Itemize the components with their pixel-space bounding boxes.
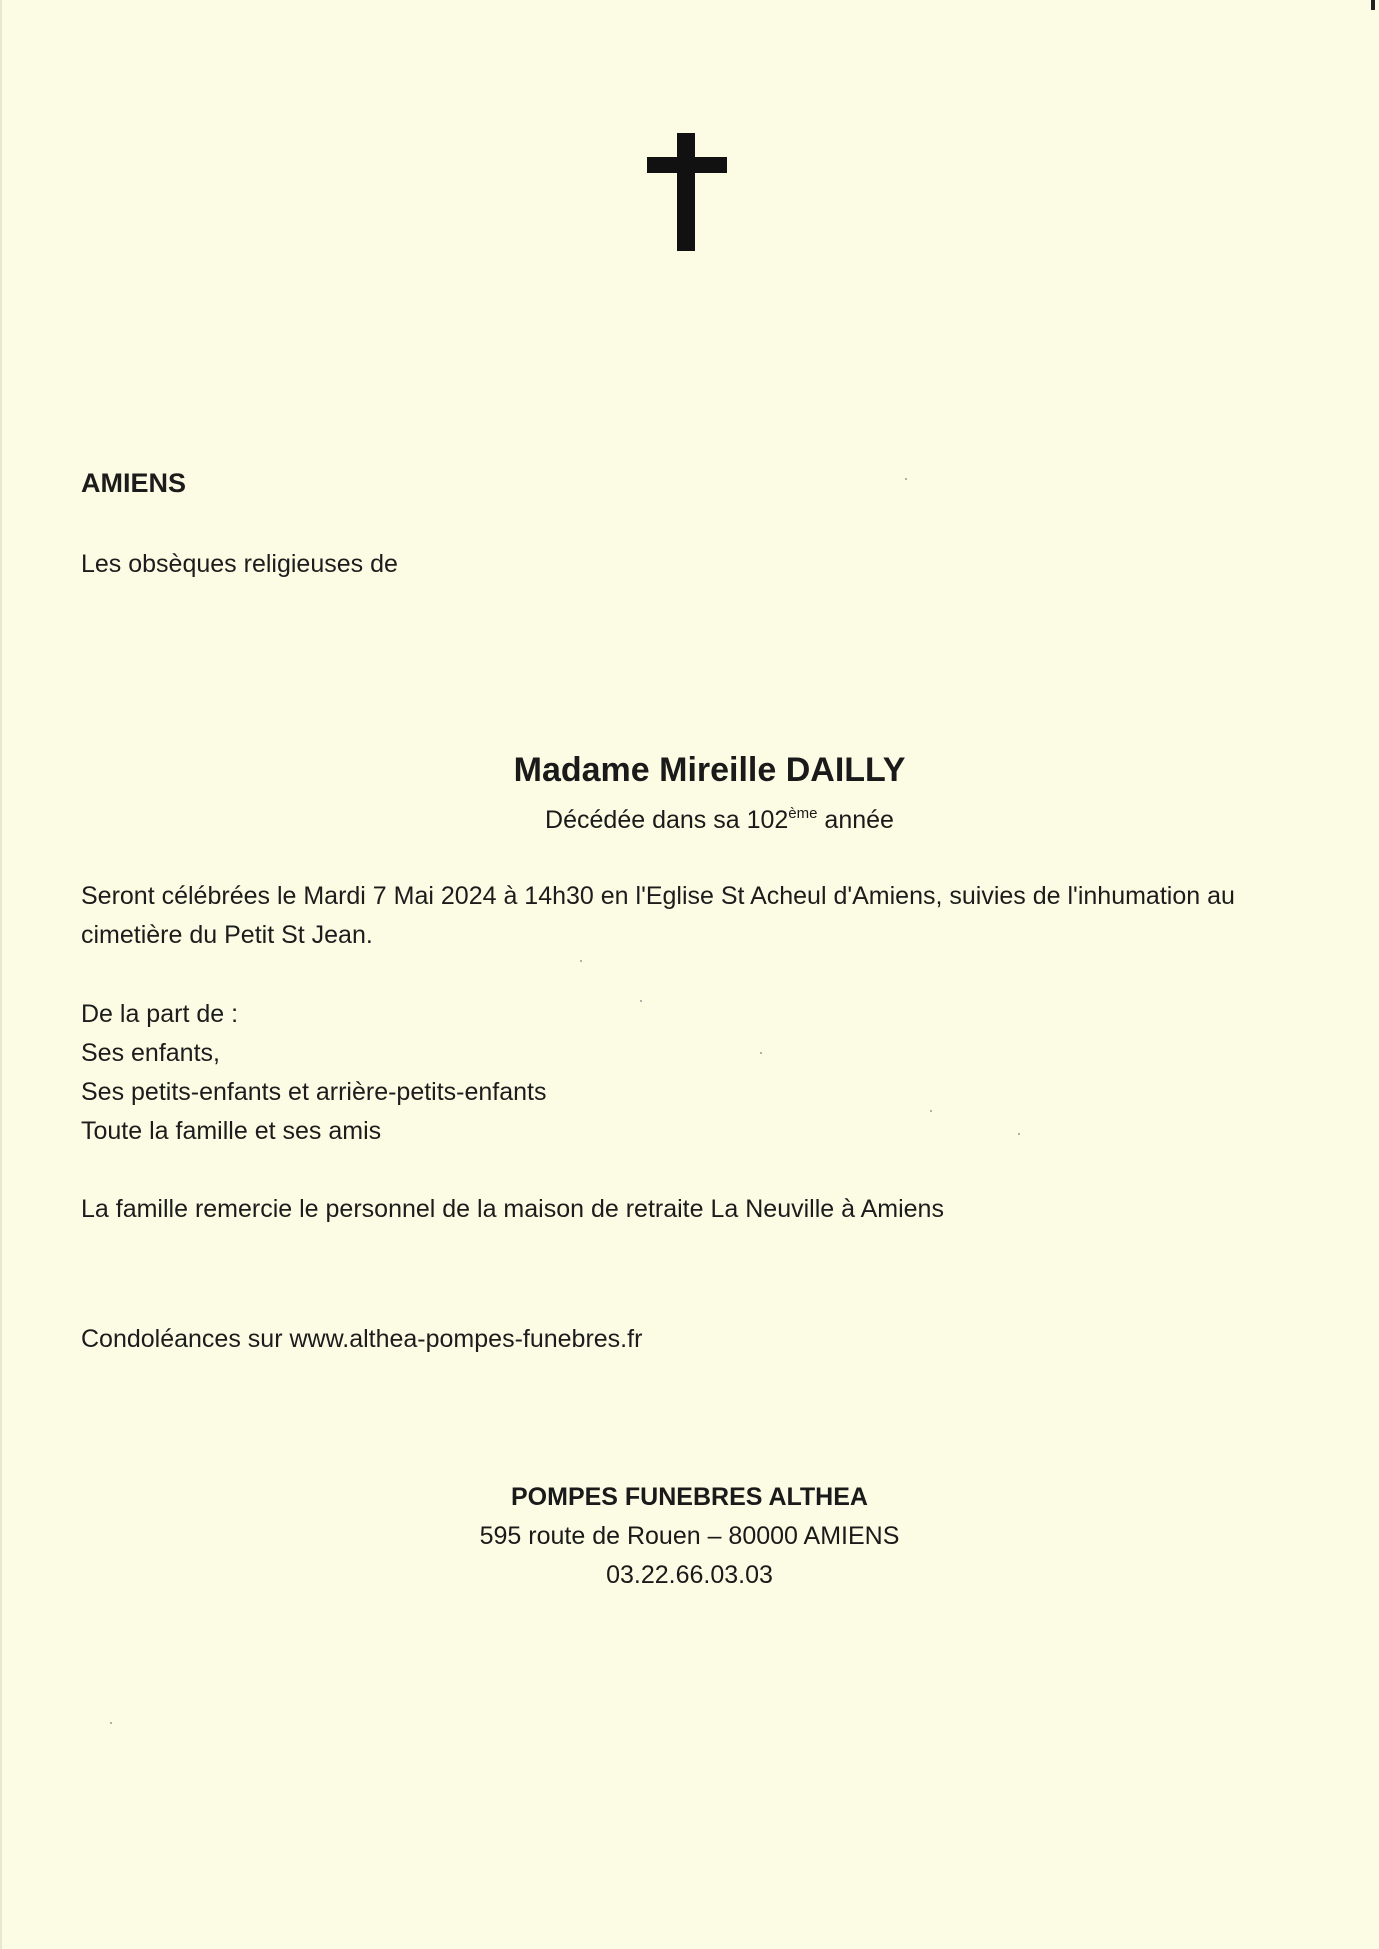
scan-speck — [640, 1000, 642, 1002]
family-line-family-friends: Toute la famille et ses amis — [81, 1117, 382, 1145]
family-intro: De la part de : — [81, 1000, 239, 1028]
cross-horizontal-bar — [647, 157, 727, 173]
condolences-line: Condoléances sur www.althea-pompes-funebres.fr — [81, 1325, 643, 1353]
deceased-name: Madame Mireille DAILLY — [513, 751, 906, 789]
cross-vertical-bar — [677, 133, 695, 251]
scan-speck — [110, 1722, 112, 1724]
thanks-line: La famille remercie le personnel de la maison de retraite La Neuville à Amiens — [81, 1195, 944, 1223]
city-heading: AMIENS — [81, 468, 187, 498]
scan-speck — [905, 478, 907, 480]
scan-speck — [1018, 1133, 1020, 1135]
funeral-home-address: 595 route de Rouen – 80000 AMIENS — [479, 1522, 900, 1550]
latin-cross-icon — [647, 133, 727, 251]
scan-speck — [760, 1052, 762, 1054]
ceremony-paragraph: Seront célébrées le Mardi 7 Mai 2024 à 14h30 en l'Eglise St Acheul d'Amiens, suivies de l'inhumation au cimetière du Petit St Jean. — [81, 882, 1235, 949]
scan-edge — [0, 0, 2, 1949]
scan-speck — [930, 1110, 932, 1112]
deceased-age-line — [0, 800, 1379, 840]
funeral-home-phone: 03.22.66.03.03 — [606, 1561, 773, 1589]
family-line-grandchildren: Ses petits-enfants et arrière-petits-enfants — [81, 1078, 547, 1106]
corner-mark — [1371, 0, 1375, 10]
scan-speck — [580, 960, 582, 962]
age-suffix-superscript: ème — [788, 805, 818, 822]
funeral-home-name: POMPES FUNEBRES ALTHEA — [511, 1483, 868, 1511]
family-line-children: Ses enfants, — [81, 1039, 220, 1067]
age-prefix: Décédée dans sa 102 — [545, 806, 789, 834]
intro-line: Les obsèques religieuses de — [81, 550, 398, 578]
age-suffix: année — [817, 806, 894, 834]
